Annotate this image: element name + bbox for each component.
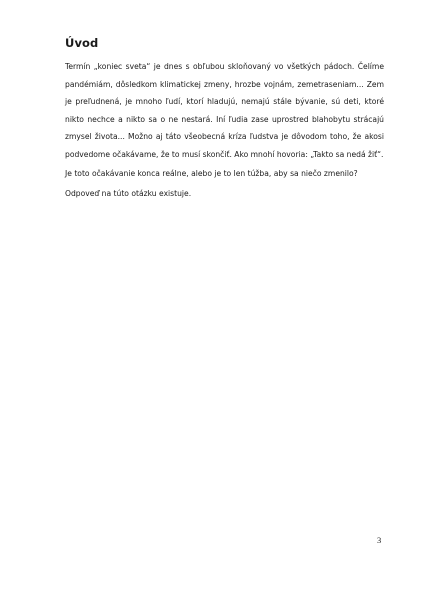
body-text	[65, 58, 384, 204]
paragraph-answer: Odpoveď na túto otázku existuje.	[65, 188, 192, 198]
paragraph-intro: Termín „koniec sveta“ je dnes s obľubou skloňovaný vo všetkých pádoch. Čelíme pandémiám, dôsledkom klimatickej zmeny, hrozbe vojnám, zemetraseniam... Zem je preľudnená, je mnoho ľudí, ktorí hladujú, nemajú stále bývanie, sú deti, ktoré nikto nechce a nikto sa o ne nestará. Iní ľudia zase uprostred blahobytu strácajú zmysel života... Možno aj táto všeobecná kríza ľudstva je dôvodom toho, že akosi podvedome očakávame, že to musí skončiť. Ako mnohí hovoria: „Takto sa nedá žiť“.	[65, 62, 384, 159]
section-heading: Úvod	[65, 36, 99, 50]
paragraph-question: Je toto očakávanie konca reálne, alebo je to len túžba, aby sa niečo zmenilo?	[65, 169, 358, 178]
page-number: 3	[377, 535, 382, 545]
